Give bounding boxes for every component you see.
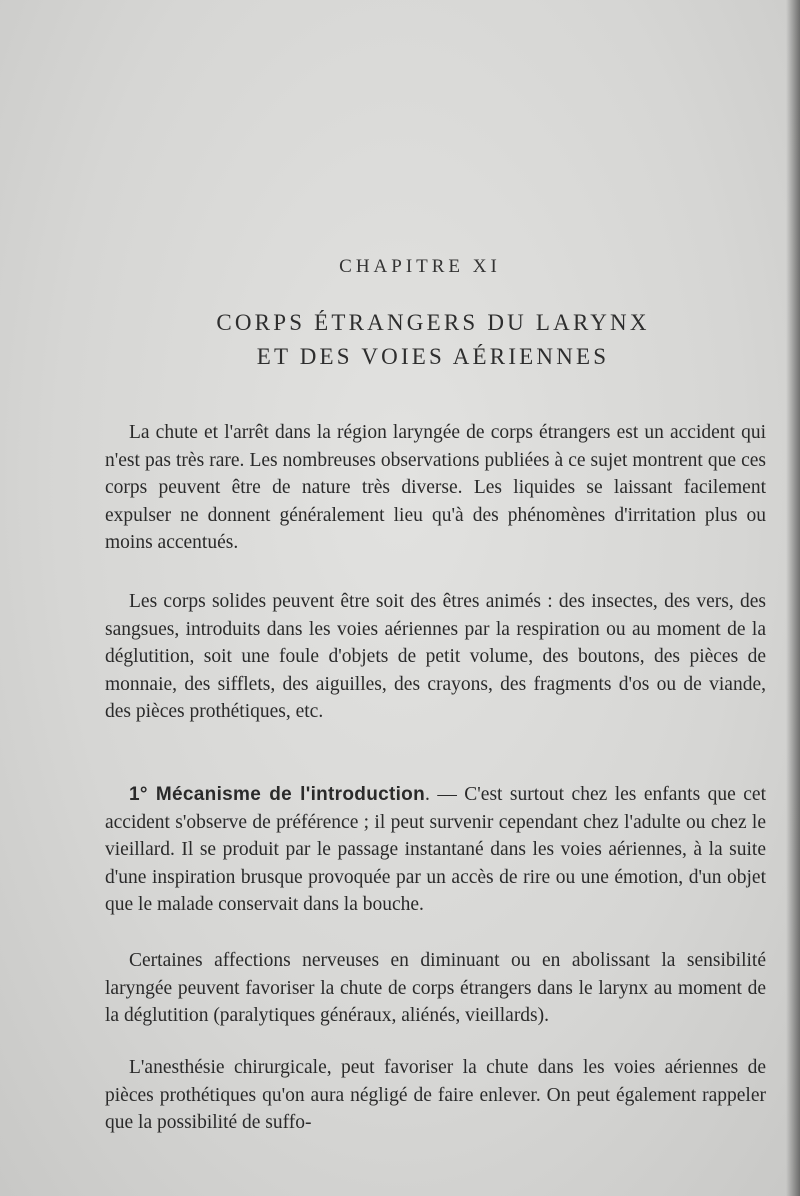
section-paragraph-mecanisme <box>105 781 766 919</box>
section-heading: 1° Mécanisme de l'introduction <box>129 784 425 805</box>
body-paragraph-2: Les corps solides peuvent être soit des êtres animés : des insectes, des vers, des sangsues, introduits dans les voies aériennes par la respiration ou au moment de la déglutition, soit une foule d'objets de petit volume, des boutons, des pièces de monnaie, des sifflets, des aiguilles, des crayons, des fragments d'os ou de viande, des pièces prothétiques, etc. <box>105 591 766 723</box>
body-paragraph-5: L'anesthésie chirurgicale, peut favoriser la chute dans les voies aériennes de pièces prothétiques qu'on aura négligé de faire enlever. On peut également rappeler que la possibilité de suffo- <box>105 1057 766 1134</box>
page-edge-shadow <box>786 0 800 1196</box>
section-text: . — C'est surtout chez les enfants que cet accident s'observe de préférence ; il peut survenir cependant chez l'adulte ou chez le vieillard. Il se produit par le passage instantané dans les voies aériennes, à la suite d'une inspiration brusque provoquée par un accès de rire ou une émotion, d'un objet que le malade conservait dans la bouche. <box>105 784 766 916</box>
chapter-title-line-2: ET DES VOIES AÉRIENNES <box>256 344 610 369</box>
body-paragraph-4: Certaines affections nerveuses en diminuant ou en abolissant la sensibilité laryngée peuvent favoriser la chute de corps étrangers dans le larynx au moment de la déglutition (paralytiques généraux, aliénés, vieillards). <box>105 950 766 1027</box>
chapter-title-line-1: CORPS ÉTRANGERS DU LARYNX <box>216 310 650 335</box>
body-paragraph-1: La chute et l'arrêt dans la région laryngée de corps étrangers est un accident qui n'est pas très rare. Les nombreuses observations publiées à ce sujet montrent que ces corps peuvent être de nature très diverse. Les liquides se laissant facilement expulser ne donnent généralement lieu qu'à des phénomènes d'irritation plus ou moins accentués. <box>105 422 766 554</box>
chapter-label: CHAPITRE XI <box>339 256 501 277</box>
